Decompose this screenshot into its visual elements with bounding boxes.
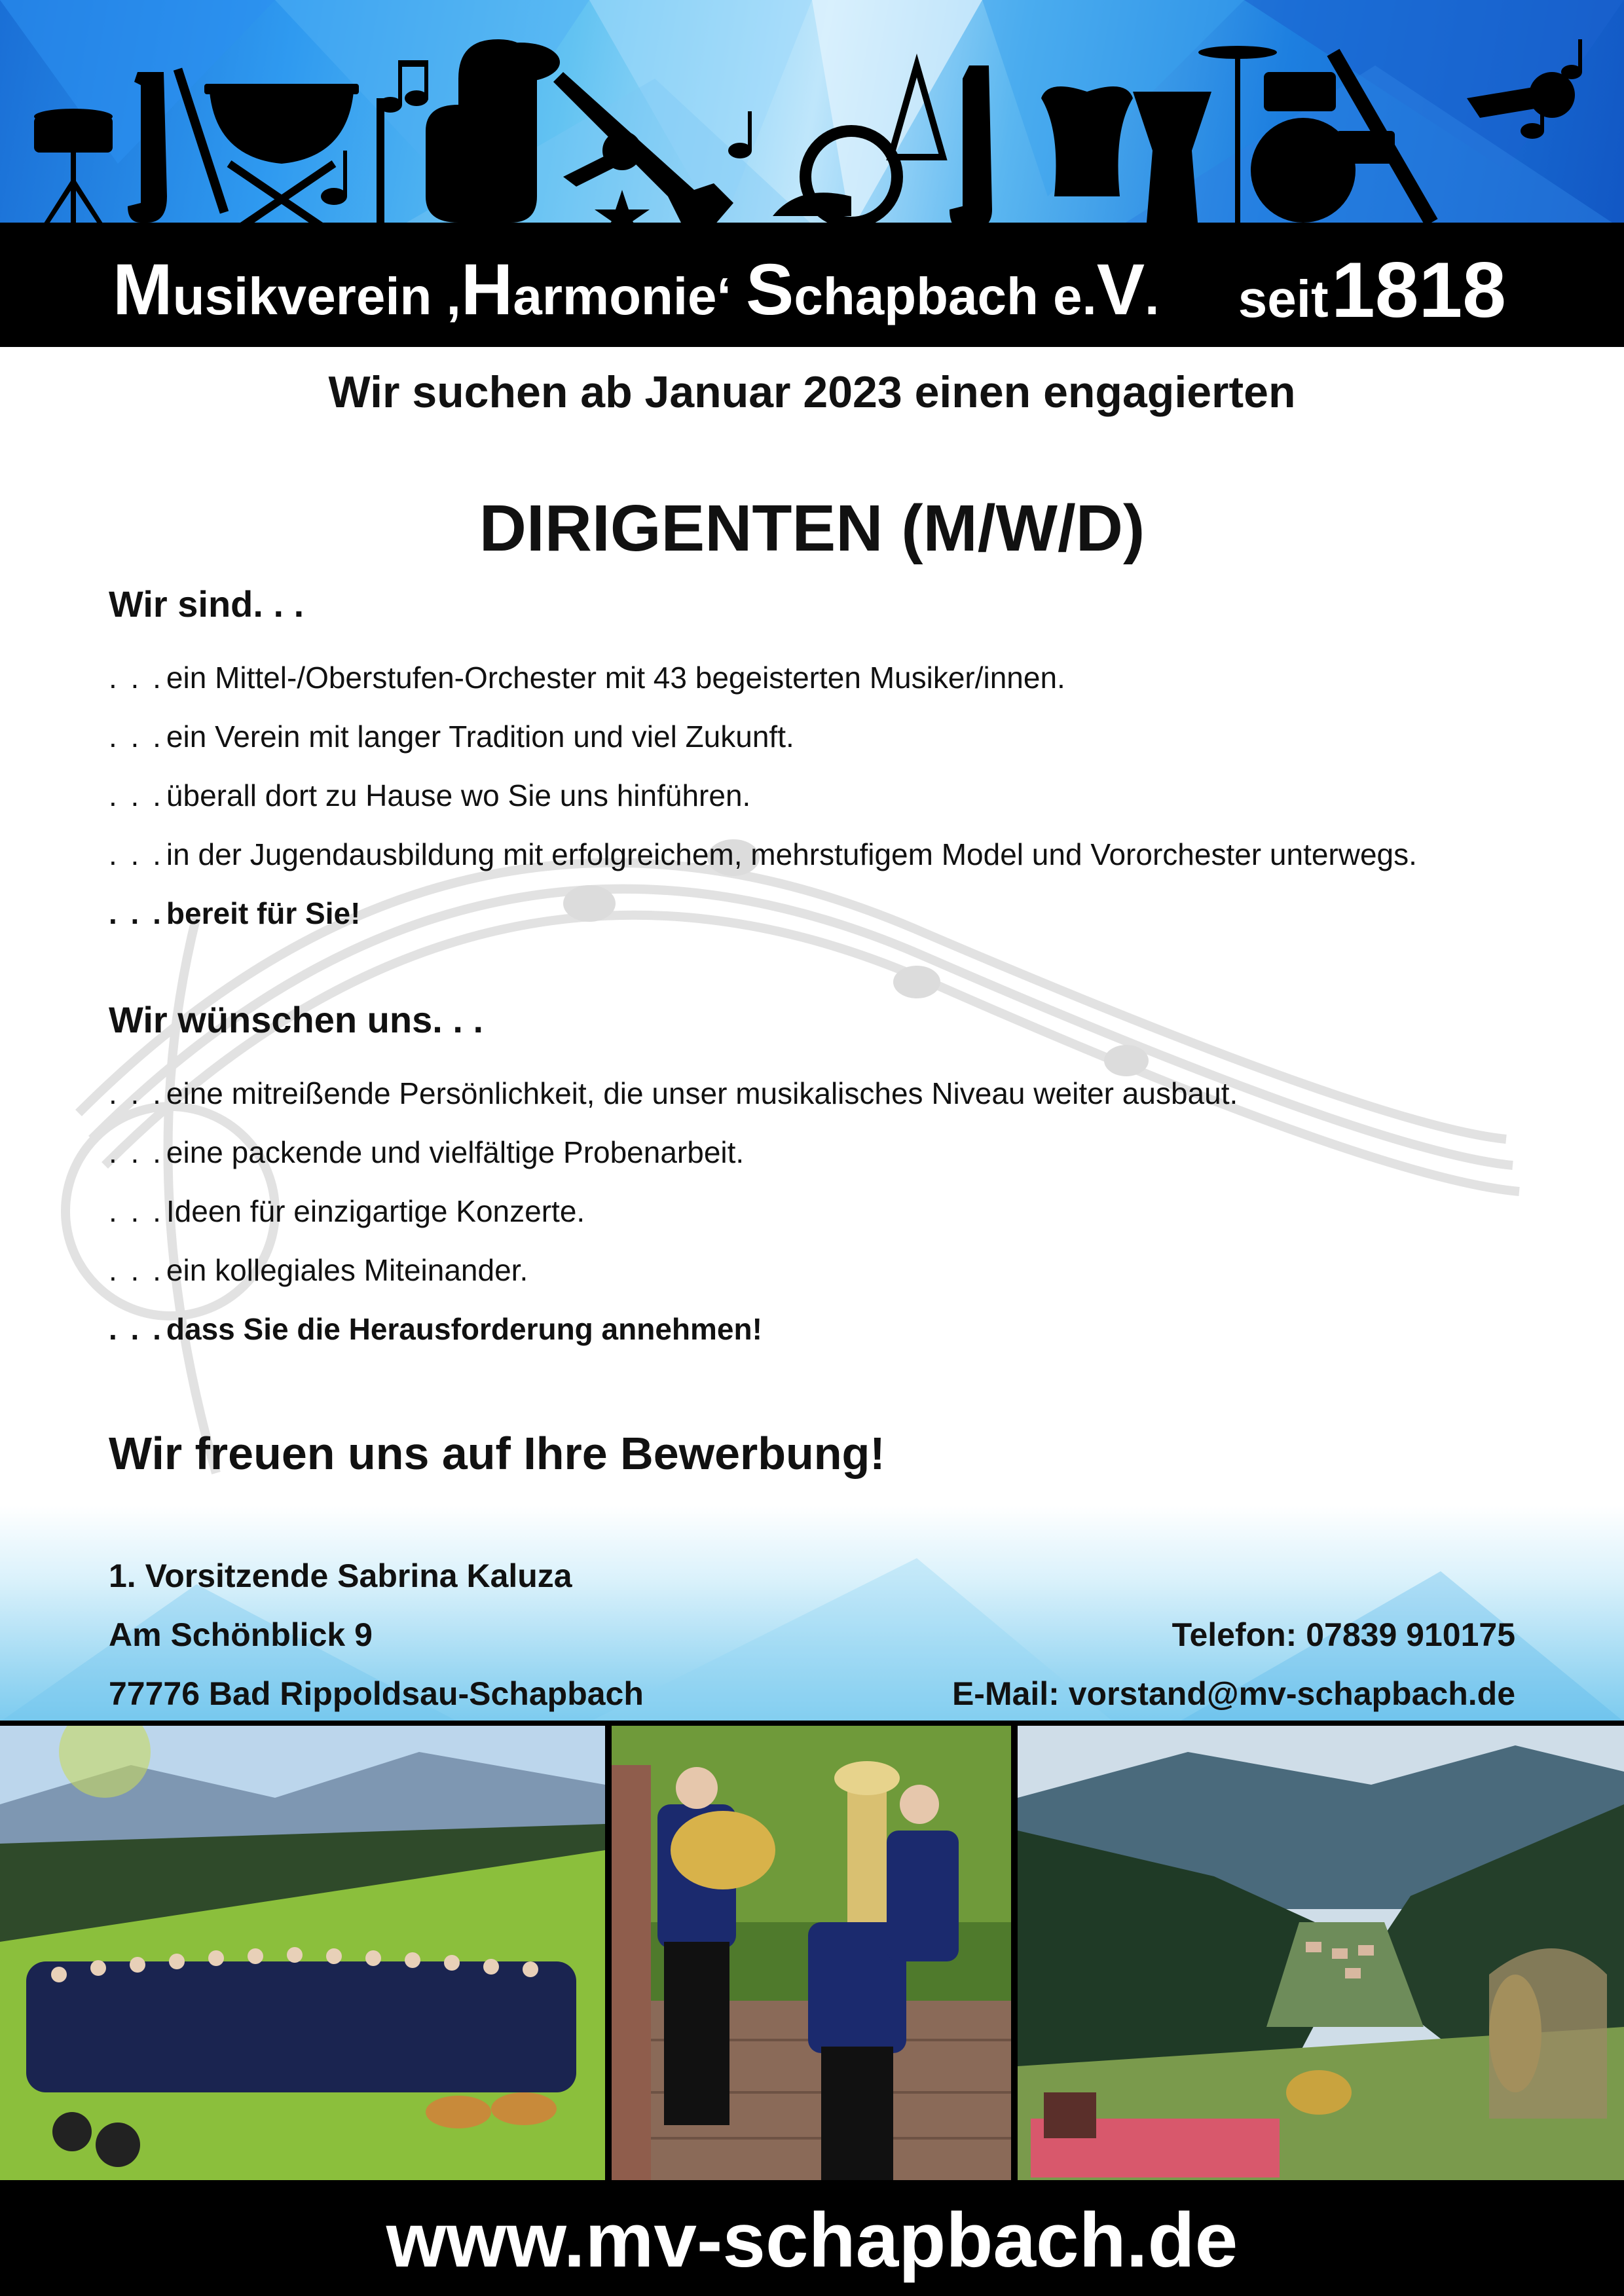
list-item bbox=[109, 825, 1417, 884]
ellipsis-prefix: . . . bbox=[109, 1253, 164, 1287]
ellipsis-prefix: . . . bbox=[109, 1312, 164, 1346]
contact-phone: Telefon: 07839 910175 bbox=[1172, 1616, 1515, 1653]
list-item bbox=[109, 766, 1417, 825]
club-name bbox=[113, 247, 1159, 333]
list-item bbox=[109, 884, 1417, 943]
photo-strip bbox=[0, 1721, 1624, 2185]
list-item-text: ein Verein mit langer Tradition und viel Zukunft. bbox=[166, 720, 794, 754]
ellipsis-prefix: . . . bbox=[109, 1135, 164, 1169]
club-name-initial: H bbox=[460, 249, 513, 330]
contact-street: Am Schönblick 9 bbox=[109, 1616, 373, 1653]
list-item bbox=[109, 1182, 1238, 1241]
since-word: seit bbox=[1238, 270, 1329, 328]
list-item bbox=[109, 1241, 1238, 1300]
ellipsis-prefix: . . . bbox=[109, 778, 164, 812]
job-title: DIRIGENTEN (M/W/D) bbox=[479, 492, 1145, 565]
club-name-part: usikverein , bbox=[172, 267, 461, 325]
two-tuba-players-photo bbox=[612, 1726, 1011, 2180]
list-item-text: ein kollegiales Miteinander. bbox=[166, 1253, 528, 1287]
intro-line: Wir suchen ab Januar 2023 einen engagierten bbox=[328, 367, 1296, 417]
list-we-are bbox=[109, 648, 1417, 943]
list-item-text: eine packende und vielfältige Probenarbeit. bbox=[166, 1135, 745, 1169]
contact-city: 77776 Bad Rippoldsau-Schapbach bbox=[109, 1675, 644, 1712]
ellipsis-prefix: . . . bbox=[109, 661, 164, 695]
section-heading-we-are: Wir sind. . . bbox=[109, 583, 304, 625]
ellipsis-prefix: . . . bbox=[109, 837, 164, 871]
list-item bbox=[109, 1064, 1238, 1123]
contact-email: E-Mail: vorstand@mv-schapbach.de bbox=[951, 1675, 1515, 1712]
section-heading-we-wish: Wir wünschen uns. . . bbox=[109, 999, 484, 1040]
founded-since bbox=[1238, 247, 1506, 333]
club-name-initial: M bbox=[113, 249, 173, 330]
list-item-text: dass Sie die Herausforderung annehmen! bbox=[166, 1312, 762, 1346]
header-instruments-banner bbox=[0, 0, 1624, 230]
list-item-text: eine mitreißende Persönlichkeit, die unser musikalisches Niveau weiter ausbaut. bbox=[166, 1076, 1238, 1110]
list-item bbox=[109, 648, 1417, 707]
ellipsis-prefix: . . . bbox=[109, 720, 164, 754]
list-item bbox=[109, 1300, 1238, 1358]
list-item-text: in der Jugendausbildung mit erfolgreichem, mehrstufigem Model und Vororchester unterwegs. bbox=[166, 837, 1417, 871]
club-name-part: armonie‘ bbox=[513, 267, 746, 325]
instrument-silhouettes bbox=[0, 0, 1624, 230]
list-item-text: überall dort zu Hause wo Sie uns hinführen. bbox=[166, 778, 751, 812]
since-year: 1818 bbox=[1331, 246, 1506, 334]
club-name-initial: V bbox=[1096, 249, 1145, 330]
list-item bbox=[109, 707, 1417, 766]
club-name-part: . bbox=[1145, 267, 1160, 325]
ellipsis-prefix: . . . bbox=[109, 1194, 164, 1228]
list-item-text: Ideen für einzigartige Konzerte. bbox=[166, 1194, 585, 1228]
valley-instruments-photo bbox=[1018, 1726, 1624, 2180]
club-name-part: chapbach e. bbox=[794, 267, 1097, 325]
list-we-wish bbox=[109, 1064, 1238, 1358]
ellipsis-prefix: . . . bbox=[109, 896, 164, 930]
list-item bbox=[109, 1123, 1238, 1182]
orchestra-group-photo bbox=[0, 1726, 605, 2180]
club-name-initial: S bbox=[746, 249, 794, 330]
list-item-text: ein Mittel-/Oberstufen-Orchester mit 43 begeisterten Musiker/innen. bbox=[166, 661, 1065, 695]
contact-chair: 1. Vorsitzende Sabrina Kaluza bbox=[109, 1558, 572, 1594]
website-link[interactable]: www.mv-schapbach.de bbox=[386, 2197, 1238, 2284]
list-item-text: bereit für Sie! bbox=[166, 896, 361, 930]
closing-line: Wir freuen uns auf Ihre Bewerbung! bbox=[109, 1428, 885, 1479]
ellipsis-prefix: . . . bbox=[109, 1076, 164, 1110]
